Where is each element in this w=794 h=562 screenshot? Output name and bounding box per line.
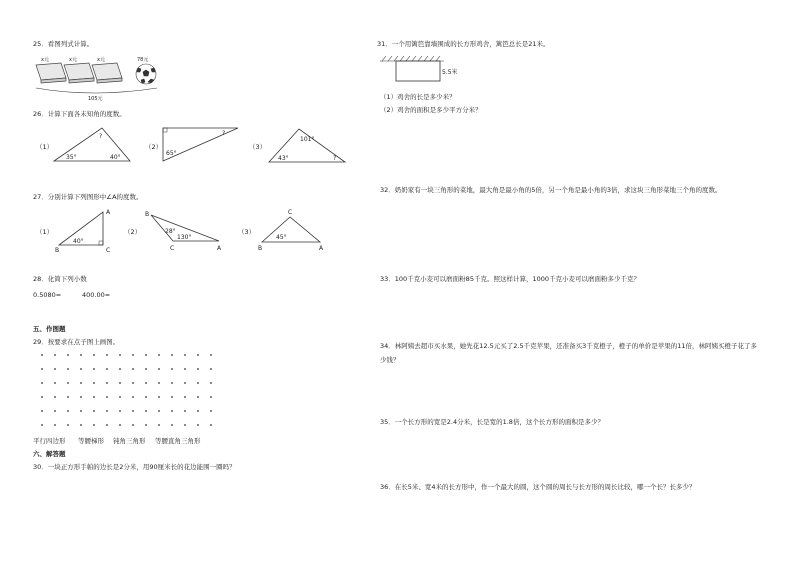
grid-dot [145, 382, 147, 384]
grid-dot [106, 396, 108, 398]
grid-dot [119, 382, 121, 384]
grid-dot [41, 396, 43, 398]
q36-text: 36．在长5米、宽4米的长方形中，作一个最大的圆，这个圆的周长与长方形的周长比较，哪一个长？长多少？ [380, 483, 696, 491]
svg-text:5.5米: 5.5米 [442, 69, 458, 76]
grid-dot [106, 382, 108, 384]
grid-dot [54, 410, 56, 412]
q29-shape-2: 等腰梯形 [78, 437, 104, 445]
grid-dot [41, 382, 43, 384]
svg-text:B: B [145, 211, 150, 218]
svg-text:A: A [217, 245, 222, 252]
grid-dot [67, 410, 69, 412]
grid-dot [145, 396, 147, 398]
grid-dot [158, 382, 160, 384]
q27-item3-label: （3） [238, 228, 256, 236]
grid-dot [106, 354, 108, 356]
grid-dot [197, 396, 199, 398]
grid-dot [132, 368, 134, 370]
q29-shape-4: 等腰直角三角形 [155, 437, 201, 445]
grid-dot [158, 354, 160, 356]
grid-dot [197, 424, 199, 426]
svg-text:?: ? [99, 133, 103, 140]
grid-dot [41, 410, 43, 412]
grid-dot [145, 368, 147, 370]
grid-dot [184, 410, 186, 412]
grid-dot [67, 368, 69, 370]
grid-dot [184, 368, 186, 370]
grid-dot [119, 396, 121, 398]
grid-dot [54, 424, 56, 426]
grid-dot [145, 410, 147, 412]
grid-dot [106, 410, 108, 412]
grid-dot [132, 410, 134, 412]
q26-triangle-2 [160, 125, 240, 165]
grid-dot [145, 354, 147, 356]
grid-dot [210, 368, 212, 370]
q29-shape-1: 平行四边形 [33, 437, 66, 445]
grid-dot [80, 396, 82, 398]
svg-text:C: C [288, 209, 293, 216]
grid-dot [132, 354, 134, 356]
grid-dot [158, 396, 160, 398]
grid-dot [197, 354, 199, 356]
svg-text:40°: 40° [73, 238, 84, 245]
q28-title: 28．化简下列小数 [33, 275, 87, 283]
grid-dot [210, 396, 212, 398]
grid-dot [184, 396, 186, 398]
q30-text: 30．一块正方形手帕的边长是2分米，用90厘米长的花边能围一圈吗？ [33, 463, 236, 471]
grid-dot [210, 382, 212, 384]
grid-dot [158, 410, 160, 412]
grid-dot [54, 354, 56, 356]
grid-dot [197, 368, 199, 370]
grid-dot [93, 354, 95, 356]
q29-dot-grid [40, 353, 220, 433]
q31-figure [380, 55, 460, 87]
grid-dot [54, 396, 56, 398]
q31-text: 31．一个用篱笆靠墙围成的长方形鸡舍，篱笆总长是21米。 [377, 40, 550, 48]
q28-item-1: 0.5080= [33, 291, 62, 299]
grid-dot [54, 368, 56, 370]
q31-sub1: （1）鸡舍的长是多少米？ [380, 93, 456, 101]
grid-dot [171, 354, 173, 356]
grid-dot [171, 368, 173, 370]
book-price-1: x元 [41, 57, 49, 63]
q26-title: 26．计算下面各未知角的度数。 [33, 110, 126, 118]
q26-item3-label: （3） [249, 143, 267, 151]
q27-item2-label: （2） [124, 228, 142, 236]
q28-item-2: 400.00= [82, 291, 111, 299]
q27-triangle-3 [258, 205, 338, 255]
q26-item1-label: （1） [36, 143, 54, 151]
q25-title: 25．看图列式计算。 [33, 40, 94, 48]
grid-dot [67, 424, 69, 426]
grid-dot [171, 382, 173, 384]
section5-title: 五、作图题 [33, 325, 66, 333]
grid-dot [119, 424, 121, 426]
grid-dot [158, 368, 160, 370]
grid-dot [41, 354, 43, 356]
grid-dot [80, 410, 82, 412]
book-icon [36, 63, 122, 83]
svg-text:C: C [170, 245, 175, 252]
grid-dot [80, 354, 82, 356]
q26-triangle-3 [267, 125, 347, 165]
grid-dot [184, 382, 186, 384]
soccer-ball-icon [136, 64, 156, 84]
q25-figure [33, 52, 163, 102]
grid-dot [93, 382, 95, 384]
grid-dot [67, 382, 69, 384]
grid-dot [158, 424, 160, 426]
q26-triangle-1 [52, 125, 132, 165]
grid-dot [106, 424, 108, 426]
grid-dot [80, 424, 82, 426]
grid-dot [132, 382, 134, 384]
q27-title: 27．分别计算下列图形中∠A的度数。 [33, 193, 143, 201]
grid-dot [184, 354, 186, 356]
svg-text:?: ? [333, 155, 337, 162]
grid-dot [41, 368, 43, 370]
grid-dot [93, 396, 95, 398]
svg-text:43°: 43° [278, 155, 289, 162]
svg-text:B: B [55, 247, 60, 254]
grid-dot [171, 410, 173, 412]
grid-dot [171, 396, 173, 398]
q26-item2-label: （2） [145, 143, 163, 151]
grid-dot [93, 368, 95, 370]
grid-dot [80, 382, 82, 384]
grid-dot [132, 424, 134, 426]
q29-title: 29．按要求在点子图上画图。 [33, 338, 120, 346]
ball-price: 78元 [137, 57, 149, 63]
grid-dot [41, 424, 43, 426]
svg-text:45°: 45° [276, 234, 287, 241]
wall-hatch [380, 56, 444, 61]
book-price-3: x元 [97, 57, 105, 63]
q33-text: 33．100千克小麦可以磨面粉85千克。照这样计算，1000千克小麦可以磨面粉多少千克？ [380, 275, 640, 283]
grid-dot [210, 424, 212, 426]
grid-dot [119, 354, 121, 356]
section6-title: 六、解答题 [33, 450, 66, 458]
svg-text:40°: 40° [110, 154, 121, 161]
svg-text:?: ? [222, 130, 226, 137]
svg-text:A: A [106, 209, 111, 216]
q27-triangle-2 [143, 205, 233, 255]
book-price-2: x元 [69, 57, 77, 63]
grid-dot [184, 424, 186, 426]
grid-dot [67, 396, 69, 398]
svg-text:130°: 130° [177, 234, 192, 241]
svg-text:35°: 35° [66, 154, 77, 161]
grid-dot [106, 368, 108, 370]
grid-dot [119, 368, 121, 370]
total-price: 105元 [88, 96, 103, 102]
q35-text: 35．一个长方形的宽是2.4分米，长是宽的1.8倍，这个长方形的面积是多少？ [380, 418, 604, 426]
grid-dot [67, 354, 69, 356]
grid-dot [210, 410, 212, 412]
grid-dot [197, 382, 199, 384]
grid-dot [210, 354, 212, 356]
q27-item1-label: （1） [36, 228, 54, 236]
grid-dot [93, 410, 95, 412]
svg-text:101°: 101° [300, 136, 315, 143]
grid-dot [132, 396, 134, 398]
grid-dot [54, 382, 56, 384]
svg-text:B: B [258, 245, 263, 252]
grid-dot [119, 410, 121, 412]
q31-sub2: （2）鸡舍的面积是多少平方分米？ [380, 106, 482, 114]
svg-text:28°: 28° [165, 228, 176, 235]
grid-dot [145, 424, 147, 426]
q34-text: 34．林阿姨去超市买水果，她先花12.5元买了2.5千克苹果，还准备买3千克橙子，橙子的单价是苹果的11倍，林阿姨买橙子花了多少钱？ [380, 342, 757, 364]
svg-text:A: A [319, 245, 324, 252]
svg-text:C: C [106, 247, 111, 254]
q29-shape-3: 钝角三角形 [113, 437, 146, 445]
svg-text:65°: 65° [166, 150, 177, 157]
grid-dot [80, 368, 82, 370]
grid-dot [197, 410, 199, 412]
grid-dot [93, 424, 95, 426]
grid-dot [171, 424, 173, 426]
q27-triangle-1 [55, 205, 135, 255]
q32-text: 32．奶奶家有一块三角形的菜地，最大角是最小角的5倍，另一个角是最小角的3倍，求这块三角形菜地三个角的度数。 [380, 186, 722, 194]
